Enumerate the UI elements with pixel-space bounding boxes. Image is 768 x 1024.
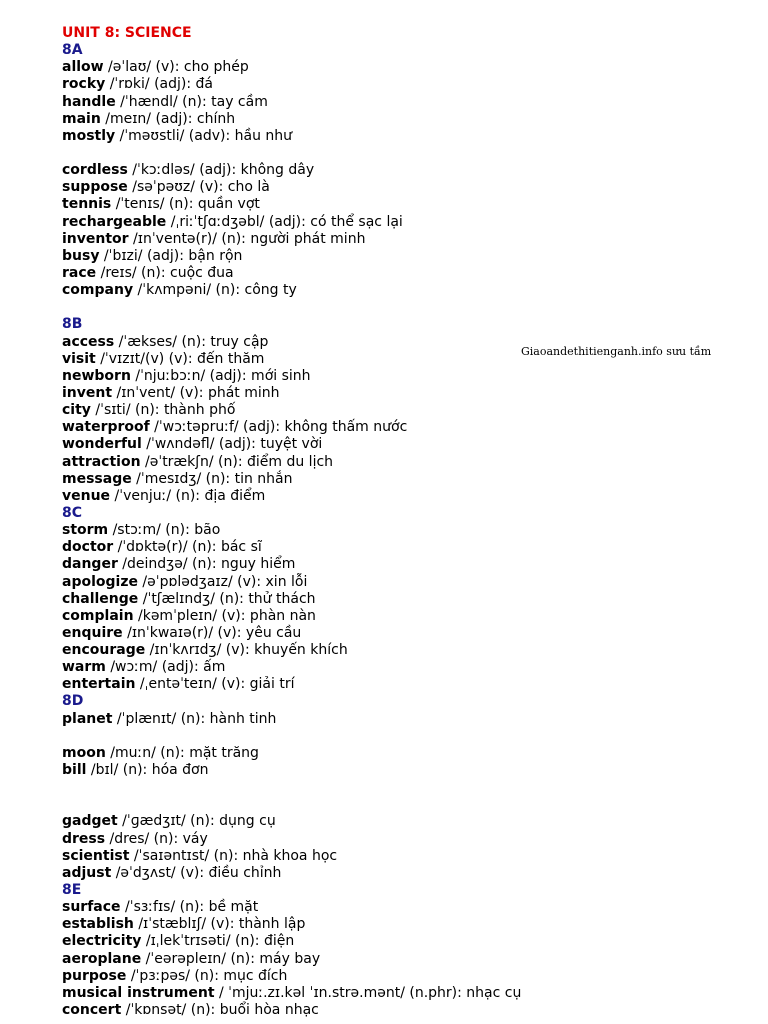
vocab-entry: [62, 128, 762, 145]
vocab-entry: [62, 539, 762, 556]
vocab-entry: [62, 419, 762, 436]
vocab-definition: /ˈsaɪəntɪst/ (n): nhà khoa học: [129, 847, 338, 864]
vocab-entry: [62, 402, 762, 419]
vocab-entry: [62, 968, 762, 985]
vocab-word: mostly: [62, 127, 116, 144]
vocab-definition: /əˈdʒʌst/ (v): điều chỉnh: [111, 864, 282, 881]
vocab-word: inventor: [62, 230, 129, 247]
vocab-word: scientist: [62, 847, 130, 864]
vocab-word: rechargeable: [62, 213, 167, 230]
vocab-entry: [62, 214, 762, 231]
vocab-word: encourage: [62, 642, 146, 659]
vocab-definition: /ˈwʌndəfl/ (adj): tuyệt vời: [141, 436, 323, 453]
vocab-word: visit: [62, 350, 96, 367]
vocab-definition: /ˈvɪzɪt/(v) (v): đến thăm: [95, 350, 265, 367]
vocab-word: enquire: [62, 624, 123, 641]
vocab-word: adjust: [62, 864, 112, 881]
vocab-word: race: [62, 264, 97, 281]
vocab-entry: [62, 59, 762, 76]
section-heading: 8B: [62, 316, 83, 333]
vocab-definition: /wɔːm/ (adj): ấm: [105, 659, 226, 676]
vocab-definition: /ˈvenjuː/ (n): địa điểm: [110, 487, 266, 504]
vocab-word: waterproof: [62, 419, 150, 436]
vocab-word: invent: [62, 384, 113, 401]
vocab-definition: /ɪnˈkwaɪə(r)/ (v): yêu cầu: [122, 624, 302, 641]
vocab-definition: /ˈməʊstli/ (adv): hầu như: [115, 127, 293, 144]
vocab-definition: /ˈbɪzi/ (adj): bận rộn: [99, 247, 243, 264]
vocab-word: establish: [62, 916, 134, 933]
vocab-definition: /ˈkɒnsət/ (n): buổi hòa nhạc: [121, 1002, 319, 1019]
vocab-definition: /meɪn/ (adj): chính: [100, 110, 236, 127]
vocab-definition: /səˈpəʊz/ (v): cho là: [127, 179, 270, 196]
blank-line: [62, 299, 762, 316]
vocab-definition: /dres/ (n): váy: [105, 830, 208, 847]
vocab-entry: [62, 162, 762, 179]
vocab-word: gadget: [62, 813, 118, 830]
vocab-entry: [62, 916, 762, 933]
vocab-entry: [62, 248, 762, 265]
section-heading: 8A: [62, 42, 83, 59]
vocab-word: entertain: [62, 676, 136, 693]
vocab-entry: [62, 574, 762, 591]
vocab-word: danger: [62, 556, 118, 573]
vocab-entry: [62, 933, 762, 950]
vocab-entry: [62, 282, 762, 299]
vocab-entry: [62, 368, 762, 385]
vocab-word: doctor: [62, 539, 114, 556]
vocab-word: moon: [62, 744, 106, 761]
vocab-entry: [62, 76, 762, 93]
blank-line: [62, 145, 762, 162]
vocab-definition: /ˈdɒktə(r)/ (n): bác sĩ: [113, 539, 262, 556]
vocab-definition: /ˈtenɪs/ (n): quần vợt: [111, 196, 260, 213]
vocab-definition: /reɪs/ (n): cuộc đua: [96, 264, 234, 281]
vocab-word: bill: [62, 762, 87, 779]
vocab-definition: /ˈplænɪt/ (n): hành tinh: [112, 710, 277, 727]
vocab-definition: /ˈkʌmpəni/ (n): công ty: [133, 282, 297, 299]
vocab-entry: [62, 711, 762, 728]
vocab-entry: [62, 436, 762, 453]
vocab-word: handle: [62, 93, 116, 110]
vocab-definition: /ˈtʃælɪndʒ/ (n): thử thách: [138, 590, 316, 607]
vocab-definition: / ˈmjuː.zɪ.kəl ˈɪn.strə.mənt/ (n.phr): nhạc cụ: [214, 984, 522, 1001]
vocab-definition: /ˈɡædʒɪt/ (n): dụng cụ: [117, 813, 276, 830]
vocab-word: main: [62, 110, 101, 127]
vocab-definition: /ɪˌlekˈtrɪsəti/ (n): điện: [141, 933, 295, 950]
vocab-entry: [62, 865, 762, 882]
vocab-definition: /əˈpɒlədʒaɪz/ (v): xin lỗi: [137, 573, 308, 590]
vocab-entry: [62, 179, 762, 196]
vocab-entry: [62, 556, 762, 573]
vocab-entry: [62, 111, 762, 128]
vocab-definition: /ˈpɜːpəs/ (n): mục đích: [126, 967, 288, 984]
vocab-word: apologize: [62, 573, 138, 590]
vocab-definition: /ˈækses/ (n): truy cập: [114, 333, 269, 350]
vocab-entry: [62, 848, 762, 865]
vocab-entry: [62, 659, 762, 676]
vocab-word: access: [62, 333, 115, 350]
vocab-word: venue: [62, 487, 111, 504]
blank-line: [62, 779, 762, 796]
vocab-definition: /ˈsɜːfɪs/ (n): bề mặt: [120, 899, 259, 916]
vocab-definition: /ˌriːˈtʃɑːdʒəbl/ (adj): có thể sạc lại: [166, 213, 403, 230]
vocab-definition: /ˈmesɪdʒ/ (n): tin nhắn: [131, 470, 293, 487]
vocab-definition: /əˈlaʊ/ (v): cho phép: [103, 59, 249, 76]
vocab-definition: /muːn/ (n): mặt trăng: [105, 744, 259, 761]
vocab-word: electricity: [62, 933, 142, 950]
vocab-word: rocky: [62, 76, 106, 93]
vocab-word: challenge: [62, 590, 139, 607]
blank-line: [62, 796, 762, 813]
vocab-entry: [62, 985, 762, 1002]
vocabulary-document: [62, 25, 762, 1019]
vocab-word: complain: [62, 607, 134, 624]
vocab-definition: /ɪnˈkʌrɪdʒ/ (v): khuyến khích: [145, 642, 348, 659]
vocab-definition: /ɪnˈvent/ (v): phát minh: [112, 384, 280, 401]
vocab-entry: [62, 831, 762, 848]
vocab-word: company: [62, 282, 134, 299]
vocab-entry: [62, 1002, 762, 1019]
vocab-definition: /ˈeərəpleɪn/ (n): máy bay: [141, 950, 321, 967]
vocab-definition: /ˈhændl/ (n): tay cầm: [115, 93, 268, 110]
section-heading: 8E: [62, 882, 82, 899]
vocab-word: city: [62, 402, 91, 419]
vocab-entry: [62, 454, 762, 471]
vocab-word: aeroplane: [62, 950, 142, 967]
vocab-word: purpose: [62, 967, 127, 984]
vocab-entry: [62, 471, 762, 488]
vocab-word: message: [62, 470, 132, 487]
vocab-entry: [62, 265, 762, 282]
vocab-definition: /əˈtrækʃn/ (n): điểm du lịch: [140, 453, 334, 470]
vocab-word: allow: [62, 59, 104, 76]
vocab-entry: [62, 625, 762, 642]
vocab-entry: [62, 951, 762, 968]
vocab-entry: [62, 899, 762, 916]
vocab-entry: [62, 196, 762, 213]
vocab-entry: [62, 591, 762, 608]
vocab-definition: /ˈkɔːdləs/ (adj): không dây: [127, 162, 315, 179]
vocab-word: surface: [62, 899, 121, 916]
vocab-word: concert: [62, 1002, 122, 1019]
vocab-word: wonderful: [62, 436, 142, 453]
vocab-definition: /kəmˈpleɪn/ (v): phàn nàn: [133, 607, 316, 624]
vocab-word: planet: [62, 710, 113, 727]
vocab-word: tennis: [62, 196, 112, 213]
vocab-word: busy: [62, 247, 100, 264]
unit-title: UNIT 8: SCIENCE: [62, 25, 192, 41]
blank-line: [62, 728, 762, 745]
section-heading: 8C: [62, 504, 83, 521]
vocab-definition: /ˈwɔːtəpruːf/ (adj): không thấm nước: [149, 419, 408, 436]
vocab-word: cordless: [62, 162, 128, 179]
vocab-word: suppose: [62, 179, 128, 196]
vocab-entry: [62, 676, 762, 693]
vocab-definition: /ɪˈstæblɪʃ/ (v): thành lập: [133, 916, 306, 933]
vocab-entry: [62, 385, 762, 402]
vocab-entry: [62, 522, 762, 539]
vocab-word: newborn: [62, 367, 131, 384]
vocab-entry: [62, 745, 762, 762]
vocab-definition: /deindʒə/ (n): nguy hiểm: [117, 556, 296, 573]
vocab-definition: /bɪl/ (n): hóa đơn: [86, 762, 209, 779]
watermark-text: Giaoandethitienganh.info sưu tầm: [521, 345, 712, 358]
vocab-word: storm: [62, 522, 109, 539]
vocab-entry: [62, 813, 762, 830]
vocab-word: warm: [62, 659, 106, 676]
vocab-definition: /ˈrɒki/ (adj): đá: [105, 76, 213, 93]
vocab-word: musical instrument: [62, 984, 215, 1001]
vocab-entry: [62, 762, 762, 779]
vocab-word: attraction: [62, 453, 141, 470]
vocab-entry: [62, 231, 762, 248]
vocab-entry: [62, 608, 762, 625]
vocab-word: dress: [62, 830, 106, 847]
vocab-definition: /ɪnˈventə(r)/ (n): người phát minh: [128, 230, 366, 247]
section-heading: 8D: [62, 693, 84, 710]
vocab-entry: [62, 94, 762, 111]
vocab-definition: /ˌentəˈteɪn/ (v): giải trí: [135, 676, 295, 693]
vocab-definition: /stɔːm/ (n): bão: [108, 522, 221, 539]
vocab-entry: [62, 488, 762, 505]
vocab-definition: /ˈsɪti/ (n): thành phố: [90, 402, 236, 419]
vocab-definition: /ˈnjuːbɔːn/ (adj): mới sinh: [130, 367, 311, 384]
vocab-entry: [62, 642, 762, 659]
